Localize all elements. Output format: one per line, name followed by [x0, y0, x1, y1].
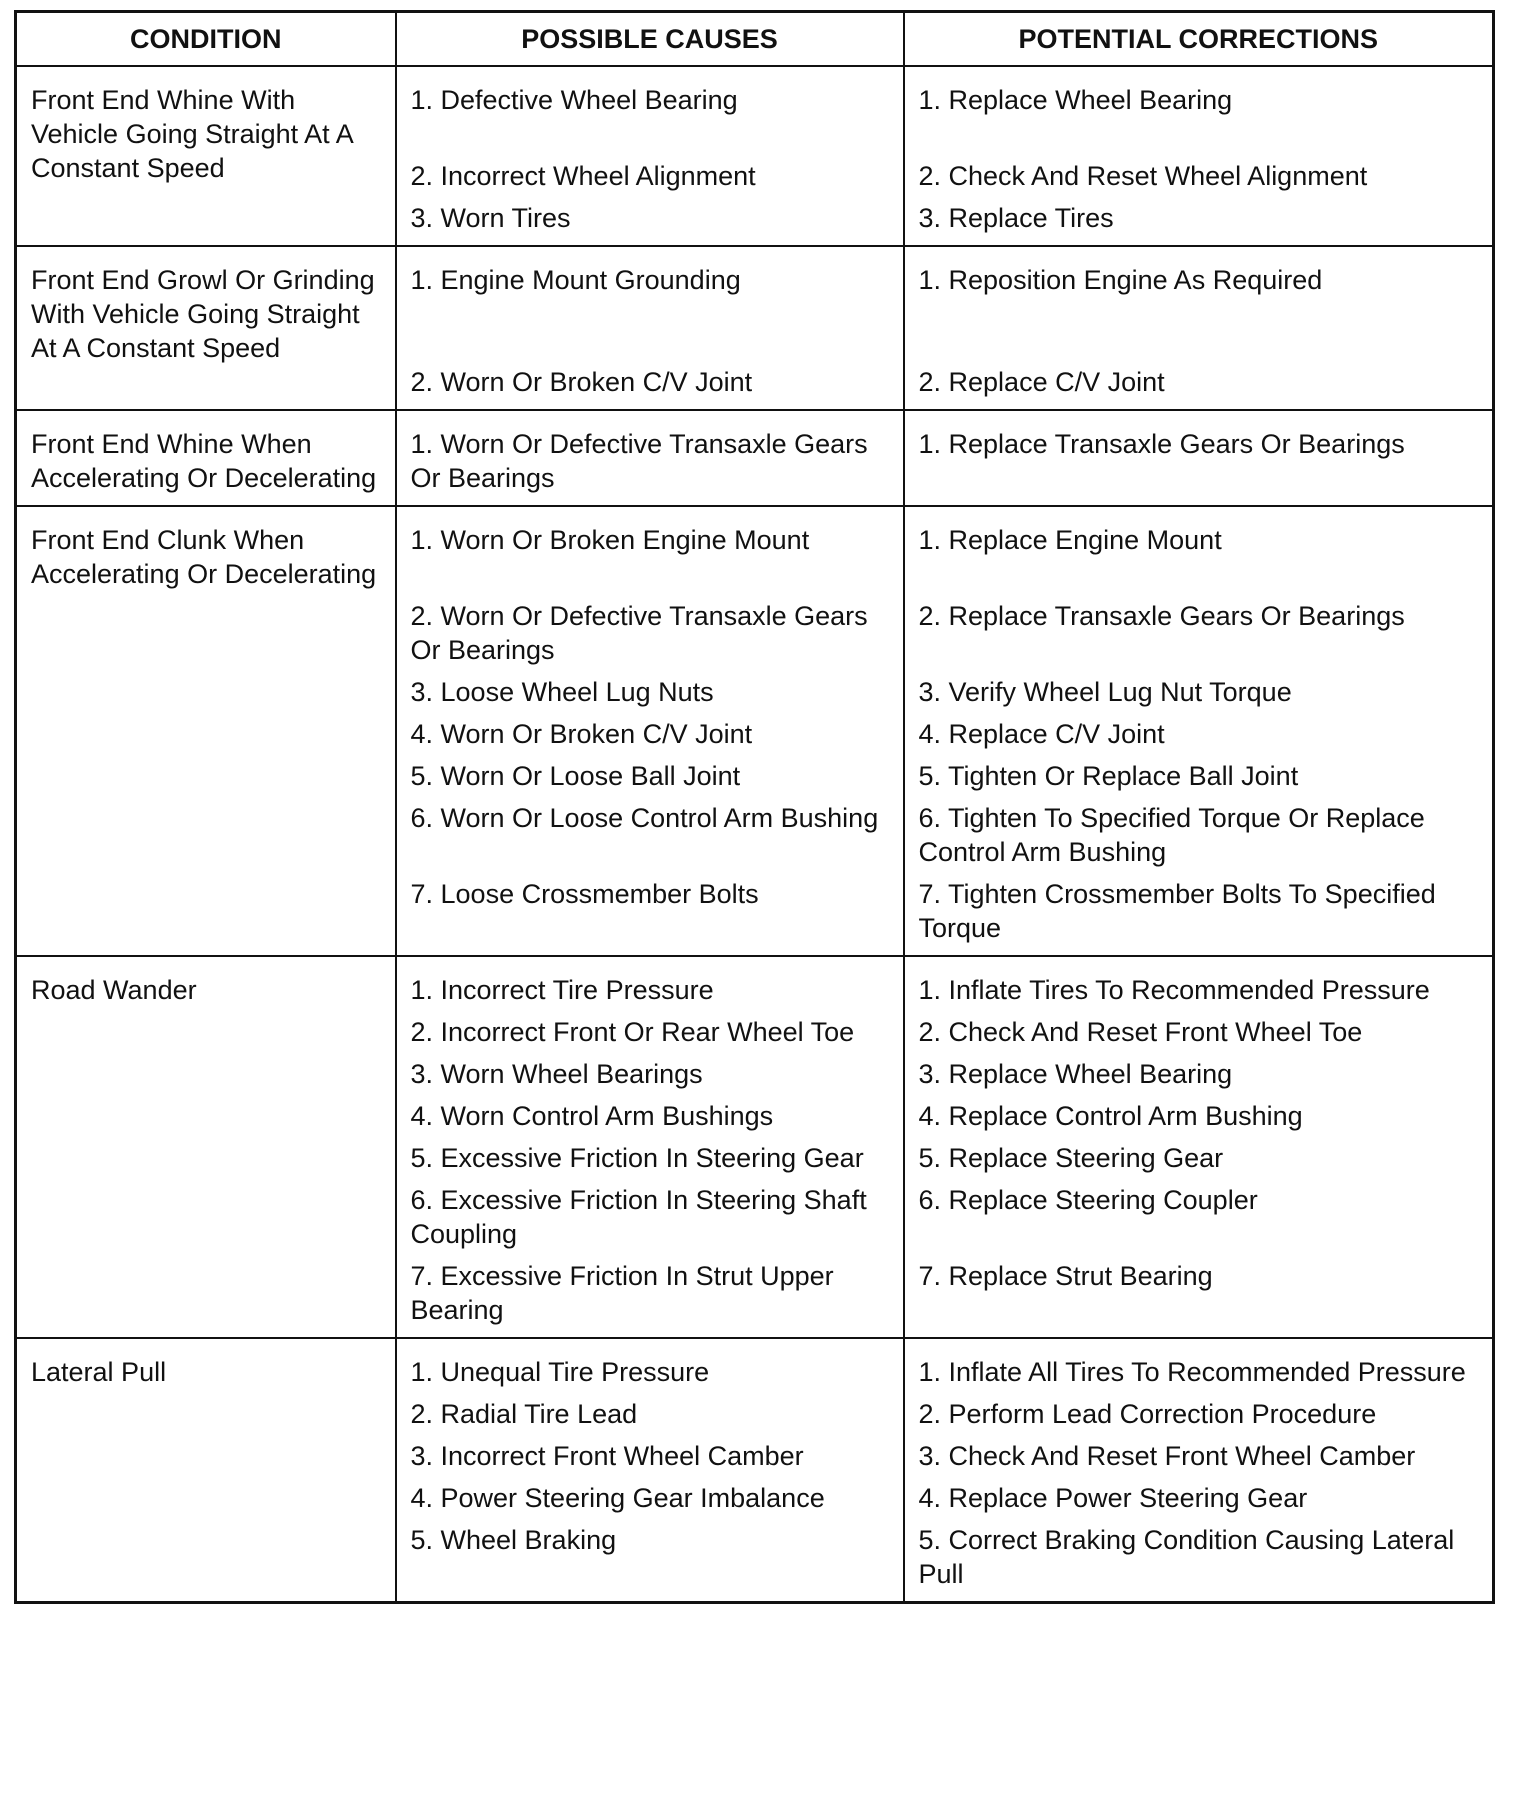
cause-cell: 7. Loose Crossmember Bolts [396, 869, 904, 956]
cause-cell: 3. Loose Wheel Lug Nuts [396, 667, 904, 709]
cause-cell: 6. Worn Or Loose Control Arm Bushing [396, 793, 904, 869]
cause-cell: 2. Worn Or Defective Transaxle Gears Or Bearings [396, 557, 904, 667]
cause-cell: 1. Worn Or Broken Engine Mount [396, 506, 904, 557]
condition-cell: Front End Whine When Accelerating Or Decelerating [16, 410, 396, 506]
header-possible-causes: POSSIBLE CAUSES [396, 12, 904, 67]
correction-cell: 2. Perform Lead Correction Procedure [904, 1389, 1494, 1431]
cause-cell: 1. Defective Wheel Bearing [396, 66, 904, 117]
header-condition: CONDITION [16, 12, 396, 67]
header-row [16, 12, 1494, 67]
correction-cell: 4. Replace Power Steering Gear [904, 1473, 1494, 1515]
cause-cell: 4. Worn Control Arm Bushings [396, 1091, 904, 1133]
cause-cell: 4. Worn Or Broken C/V Joint [396, 709, 904, 751]
correction-cell: 1. Inflate Tires To Recommended Pressure [904, 956, 1494, 1007]
diagnosis-table [14, 10, 1495, 1604]
table-row [16, 66, 1494, 117]
correction-cell: 2. Replace C/V Joint [904, 297, 1494, 410]
correction-cell: 3. Replace Tires [904, 193, 1494, 246]
correction-cell: 1. Inflate All Tires To Recommended Pressure [904, 1338, 1494, 1389]
cause-cell: 4. Power Steering Gear Imbalance [396, 1473, 904, 1515]
correction-cell: 3. Verify Wheel Lug Nut Torque [904, 667, 1494, 709]
correction-cell: 1. Replace Transaxle Gears Or Bearings [904, 410, 1494, 506]
table-row [16, 506, 1494, 557]
correction-cell: 6. Replace Steering Coupler [904, 1175, 1494, 1251]
cause-cell: 3. Worn Tires [396, 193, 904, 246]
table-row [16, 1338, 1494, 1389]
correction-cell: 6. Tighten To Specified Torque Or Replace Control Arm Bushing [904, 793, 1494, 869]
correction-cell: 1. Reposition Engine As Required [904, 246, 1494, 297]
correction-cell: 5. Correct Braking Condition Causing Lateral Pull [904, 1515, 1494, 1603]
cause-cell: 2. Radial Tire Lead [396, 1389, 904, 1431]
cause-cell: 5. Worn Or Loose Ball Joint [396, 751, 904, 793]
cause-cell: 2. Incorrect Front Or Rear Wheel Toe [396, 1007, 904, 1049]
condition-cell: Front End Growl Or Grinding With Vehicle Going Straight At A Constant Speed [16, 246, 396, 410]
correction-cell: 7. Replace Strut Bearing [904, 1251, 1494, 1338]
condition-cell: Lateral Pull [16, 1338, 396, 1603]
cause-cell: 2. Worn Or Broken C/V Joint [396, 297, 904, 410]
cause-cell: 2. Incorrect Wheel Alignment [396, 117, 904, 193]
correction-cell: 3. Check And Reset Front Wheel Camber [904, 1431, 1494, 1473]
correction-cell: 1. Replace Engine Mount [904, 506, 1494, 557]
correction-cell: 2. Check And Reset Wheel Alignment [904, 117, 1494, 193]
correction-cell: 5. Tighten Or Replace Ball Joint [904, 751, 1494, 793]
cause-cell: 1. Worn Or Defective Transaxle Gears Or Bearings [396, 410, 904, 506]
header-potential-corrections: POTENTIAL CORRECTIONS [904, 12, 1494, 67]
cause-cell: 5. Excessive Friction In Steering Gear [396, 1133, 904, 1175]
correction-cell: 2. Check And Reset Front Wheel Toe [904, 1007, 1494, 1049]
cause-cell: 3. Incorrect Front Wheel Camber [396, 1431, 904, 1473]
correction-cell: 4. Replace Control Arm Bushing [904, 1091, 1494, 1133]
table-body [16, 66, 1494, 1603]
cause-cell: 6. Excessive Friction In Steering Shaft Coupling [396, 1175, 904, 1251]
condition-cell: Road Wander [16, 956, 396, 1338]
table-row [16, 410, 1494, 506]
cause-cell: 7. Excessive Friction In Strut Upper Bearing [396, 1251, 904, 1338]
correction-cell: 2. Replace Transaxle Gears Or Bearings [904, 557, 1494, 667]
cause-cell: 3. Worn Wheel Bearings [396, 1049, 904, 1091]
correction-cell: 5. Replace Steering Gear [904, 1133, 1494, 1175]
correction-cell: 1. Replace Wheel Bearing [904, 66, 1494, 117]
condition-cell: Front End Whine With Vehicle Going Straight At A Constant Speed [16, 66, 396, 246]
cause-cell: 5. Wheel Braking [396, 1515, 904, 1603]
cause-cell: 1. Unequal Tire Pressure [396, 1338, 904, 1389]
cause-cell: 1. Incorrect Tire Pressure [396, 956, 904, 1007]
correction-cell: 4. Replace C/V Joint [904, 709, 1494, 751]
table-row [16, 246, 1494, 297]
cause-cell: 1. Engine Mount Grounding [396, 246, 904, 297]
table-row [16, 956, 1494, 1007]
condition-cell: Front End Clunk When Accelerating Or Decelerating [16, 506, 396, 956]
correction-cell: 3. Replace Wheel Bearing [904, 1049, 1494, 1091]
correction-cell: 7. Tighten Crossmember Bolts To Specified Torque [904, 869, 1494, 956]
